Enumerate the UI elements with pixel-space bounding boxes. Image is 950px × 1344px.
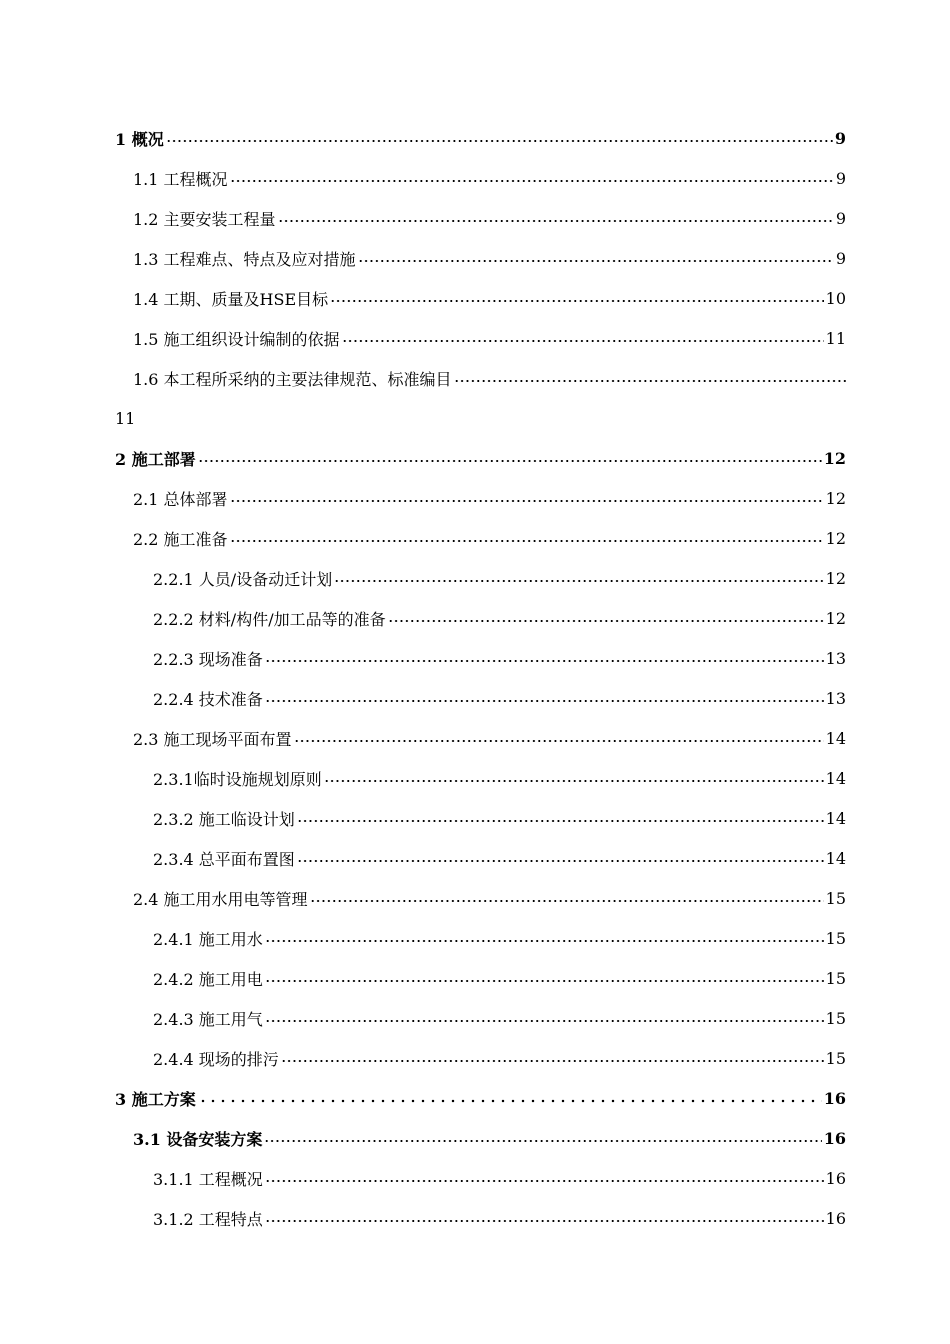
toc-entry[interactable]: [0, 558, 950, 598]
toc-leader-dots: [334, 579, 823, 583]
toc-leader-dots: [297, 819, 824, 823]
toc-entry-page: 11: [825, 328, 846, 348]
toc-entry[interactable]: [0, 478, 950, 518]
toc-leader-dots: [278, 219, 834, 223]
toc-leader-dots: [265, 1219, 824, 1223]
toc-entry-page: 12: [825, 608, 846, 628]
toc-entry-page: 13: [825, 688, 846, 708]
toc-entry-page: 10: [825, 288, 846, 308]
toc-entry-page: 16: [825, 1168, 846, 1188]
toc-entry-page: 13: [825, 648, 846, 668]
toc-entry-page: 14: [825, 848, 846, 868]
toc-entry[interactable]: [0, 438, 950, 478]
toc-entry-page: 9: [835, 168, 846, 188]
toc-leader-dots: [297, 859, 824, 863]
toc-entry[interactable]: [0, 278, 950, 318]
toc-entry-title: 3.1.1 工程概况: [153, 1169, 263, 1189]
toc-entry-title: 1.2 主要安装工程量: [133, 209, 276, 229]
toc-entry[interactable]: [0, 1078, 950, 1118]
toc-leader-dots: [388, 619, 824, 623]
toc-leader-dots: [198, 1099, 822, 1103]
toc-leader-dots: [230, 179, 834, 183]
toc-entry-title: 2.4.4 现场的排污: [153, 1049, 279, 1069]
toc-entry[interactable]: [0, 118, 950, 158]
toc-leader-dots: [324, 779, 824, 783]
toc-entry[interactable]: [0, 918, 950, 958]
toc-entry-page: 15: [825, 1048, 846, 1068]
toc-leader-dots: [330, 299, 824, 303]
toc-entry[interactable]: [0, 758, 950, 798]
toc-entry[interactable]: [0, 638, 950, 678]
toc-entry-page: 12: [825, 528, 846, 548]
toc-entry-title: 2.2.4 技术准备: [153, 689, 263, 709]
toc-leader-dots: [230, 539, 824, 543]
toc-entry[interactable]: [0, 518, 950, 558]
toc-entry[interactable]: [0, 838, 950, 878]
toc-entry-title: 1.5 施工组织设计编制的依据: [133, 329, 340, 349]
toc-entry-title: 1.1 工程概况: [133, 169, 228, 189]
toc-leader-dots: [265, 659, 824, 663]
toc-leader-dots: [265, 1019, 824, 1023]
toc-entry[interactable]: [0, 798, 950, 838]
toc-entry[interactable]: [0, 1158, 950, 1198]
toc-entry-title: 3.1 设备安装方案: [133, 1129, 263, 1149]
toc-entry-title: 1 概况: [115, 129, 164, 149]
toc-entry[interactable]: [0, 998, 950, 1038]
toc-entry[interactable]: [0, 358, 950, 398]
toc-entry-page: 14: [825, 768, 846, 788]
toc-leader-dots: [265, 979, 824, 983]
toc-entry-title: 2.4.1 施工用水: [153, 929, 263, 949]
toc-entry-page: 12: [823, 448, 846, 468]
toc-entry[interactable]: [0, 878, 950, 918]
toc-entry-page: 16: [823, 1088, 846, 1108]
toc-entry-title: 2.4.3 施工用气: [153, 1009, 263, 1029]
toc-entry[interactable]: [0, 238, 950, 278]
toc-entry-page: 14: [825, 808, 846, 828]
toc-leader-dots: [281, 1059, 824, 1063]
toc-entry-title: 2.2.2 材料/构件/加工品等的准备: [153, 609, 386, 629]
toc-leader-dots: [294, 739, 824, 743]
toc-entry-title: 2.3.4 总平面布置图: [153, 849, 295, 869]
toc-entry-title: 2.3 施工现场平面布置: [133, 729, 292, 749]
toc-leader-dots: [358, 259, 834, 263]
toc-entry-page: 15: [825, 1008, 846, 1028]
toc-entry[interactable]: [0, 158, 950, 198]
toc-entry[interactable]: [0, 958, 950, 998]
toc-entry[interactable]: [0, 318, 950, 358]
toc-leader-dots: [230, 499, 824, 503]
toc-entry-page: 12: [825, 568, 846, 588]
toc-entry-title: 2.3.1临时设施规划原则: [153, 769, 322, 789]
toc-leader-dots: [454, 379, 846, 383]
toc-entry-page: 15: [825, 888, 846, 908]
toc-leader-dots: [310, 899, 824, 903]
toc-leader-dots: [265, 1179, 824, 1183]
toc-entry-title: 3 施工方案: [115, 1089, 196, 1109]
toc-entry-title: 2.4.2 施工用电: [153, 969, 263, 989]
toc-entry-title: 2.2.1 人员/设备动迁计划: [153, 569, 333, 589]
toc-entry-title: 2.4 施工用水用电等管理: [133, 889, 308, 909]
toc-leader-dots: [265, 939, 824, 943]
table-of-contents: [0, 118, 950, 1238]
toc-entry-title: 1.3 工程难点、特点及应对措施: [133, 249, 356, 269]
toc-entry-page: 15: [825, 968, 846, 988]
toc-entry-title: 2.1 总体部署: [133, 489, 228, 509]
toc-entry[interactable]: [0, 678, 950, 718]
toc-entry-page: 12: [825, 488, 846, 508]
toc-entry[interactable]: [0, 1038, 950, 1078]
toc-entry[interactable]: [0, 1198, 950, 1238]
toc-leader-dots: [198, 459, 822, 463]
toc-entry-page: 9: [835, 208, 846, 228]
toc-entry-title: 2.2 施工准备: [133, 529, 228, 549]
toc-entry-page: 9: [834, 128, 846, 148]
toc-entry-page-wrapped: 11: [115, 408, 136, 428]
toc-leader-dots: [265, 699, 824, 703]
toc-entry-title: 2.3.2 施工临设计划: [153, 809, 295, 829]
toc-entry-title: 1.6 本工程所采纳的主要法律规范、标准编目: [133, 369, 452, 389]
toc-entry[interactable]: [0, 198, 950, 238]
toc-leader-dots: [342, 339, 824, 343]
toc-entry-title: 1.4 工期、质量及HSE目标: [133, 289, 329, 309]
toc-entry-title: 2.2.3 现场准备: [153, 649, 263, 669]
toc-entry-page: 15: [825, 928, 846, 948]
toc-entry[interactable]: [0, 718, 950, 758]
toc-entry[interactable]: [0, 1118, 950, 1158]
toc-entry-page: 9: [835, 248, 846, 268]
toc-entry-title: 3.1.2 工程特点: [153, 1209, 263, 1229]
toc-leader-dots: [264, 1139, 821, 1143]
toc-entry-page: 16: [825, 1208, 846, 1228]
toc-entry[interactable]: [0, 598, 950, 638]
toc-entry-page: 16: [823, 1128, 846, 1148]
toc-entry-page: 14: [825, 728, 846, 748]
toc-leader-dots: [166, 139, 833, 143]
toc-entry-title: 2 施工部署: [115, 449, 196, 469]
